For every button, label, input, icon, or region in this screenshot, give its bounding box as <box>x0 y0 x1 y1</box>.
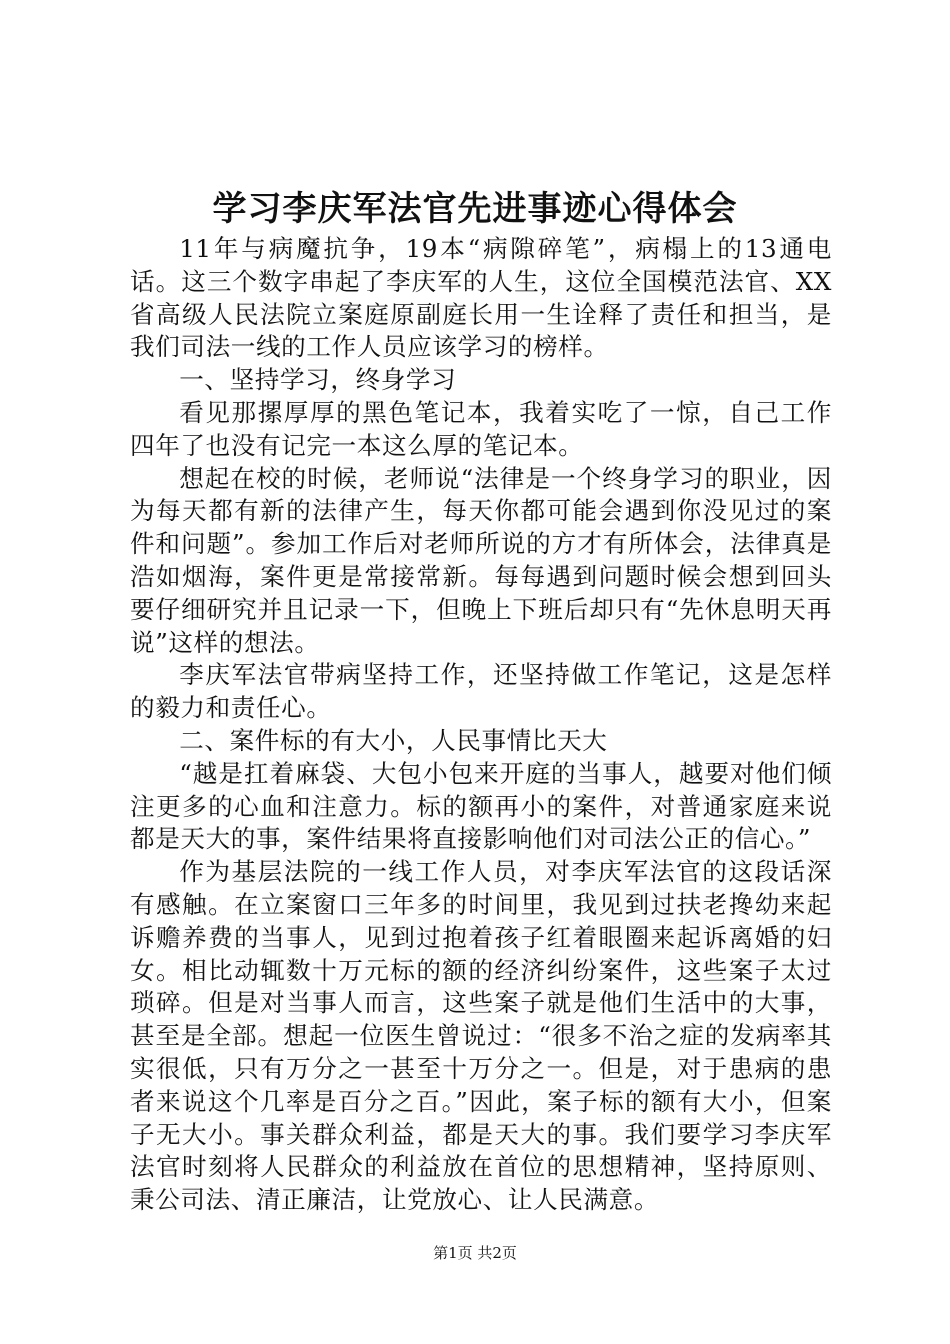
paragraph-intro: 11年与病魔抗争，19本“病隙碎笔”，病榻上的13通电话。这三个数字串起了李庆军的人生，这位全国模范法官、XX省高级人民法院立案庭原副庭长用一生诠释了责任和担当，是我们司法一线的工作人员应该学习的榜样。 <box>130 234 832 362</box>
paragraph-perseverance: 李庆军法官带病坚持工作，还坚持做工作笔记，这是怎样的毅力和责任心。 <box>130 660 832 723</box>
paragraph-reflection: 作为基层法院的一线工作人员，对李庆军法官的这段话深有感触。在立案窗口三年多的时间里，我见到过扶老搀幼来起诉赡养费的当事人，见到过抱着孩子红着眼圈来起诉离婚的妇女。相比动辄数十万元标的额的经济纠纷案件，这些案子太过琐碎。但是对当事人而言，这些案子就是他们生活中的大事，甚至是全部。想起一位医生曾说过：“很多不治之症的发病率其实很低，只有万分之一甚至十万分之一。但是，对于患病的患者来说这个几率是百分之百。”因此，案子标的额有大小，但案子无大小。事关群众利益，都是天大的事。我们要学习李庆军法官时刻将人民群众的利益放在首位的思想精神，坚持原则、秉公司法、清正廉洁，让党放心、让人民满意。 <box>130 857 832 1215</box>
document-title: 学习李庆军法官先进事迹心得体会 <box>212 189 738 229</box>
paragraph-quote: “越是扛着麻袋、大包小包来开庭的当事人，越要对他们倾注更多的心血和注意力。标的额再小的案件，对普通家庭来说都是天大的事，案件结果将直接影响他们对司法公正的信心。” <box>130 758 832 854</box>
section-heading-2: 二、案件标的有大小，人民事情比天大 <box>179 725 608 755</box>
section-heading-1: 一、坚持学习，终身学习 <box>179 365 457 395</box>
page-footer: 第1页 共2页 <box>433 1244 517 1262</box>
document-body <box>130 233 832 1217</box>
paragraph-school-memory: 想起在校的时候，老师说“法律是一个终身学习的职业，因为每天都有新的法律产生，每天你都可能会遇到你没见过的案件和问题”。参加工作后对老师所说的方才有所体会，法律真是浩如烟海，案件更是常接常新。每每遇到问题时候会想到回头要仔细研究并且记录一下，但晚上下班后却只有“先休息明天再说”这样的想法。 <box>130 463 832 657</box>
paragraph-notebooks: 看见那摞厚厚的黑色笔记本，我着实吃了一惊，自己工作四年了也没有记完一本这么厚的笔记本。 <box>130 397 832 460</box>
